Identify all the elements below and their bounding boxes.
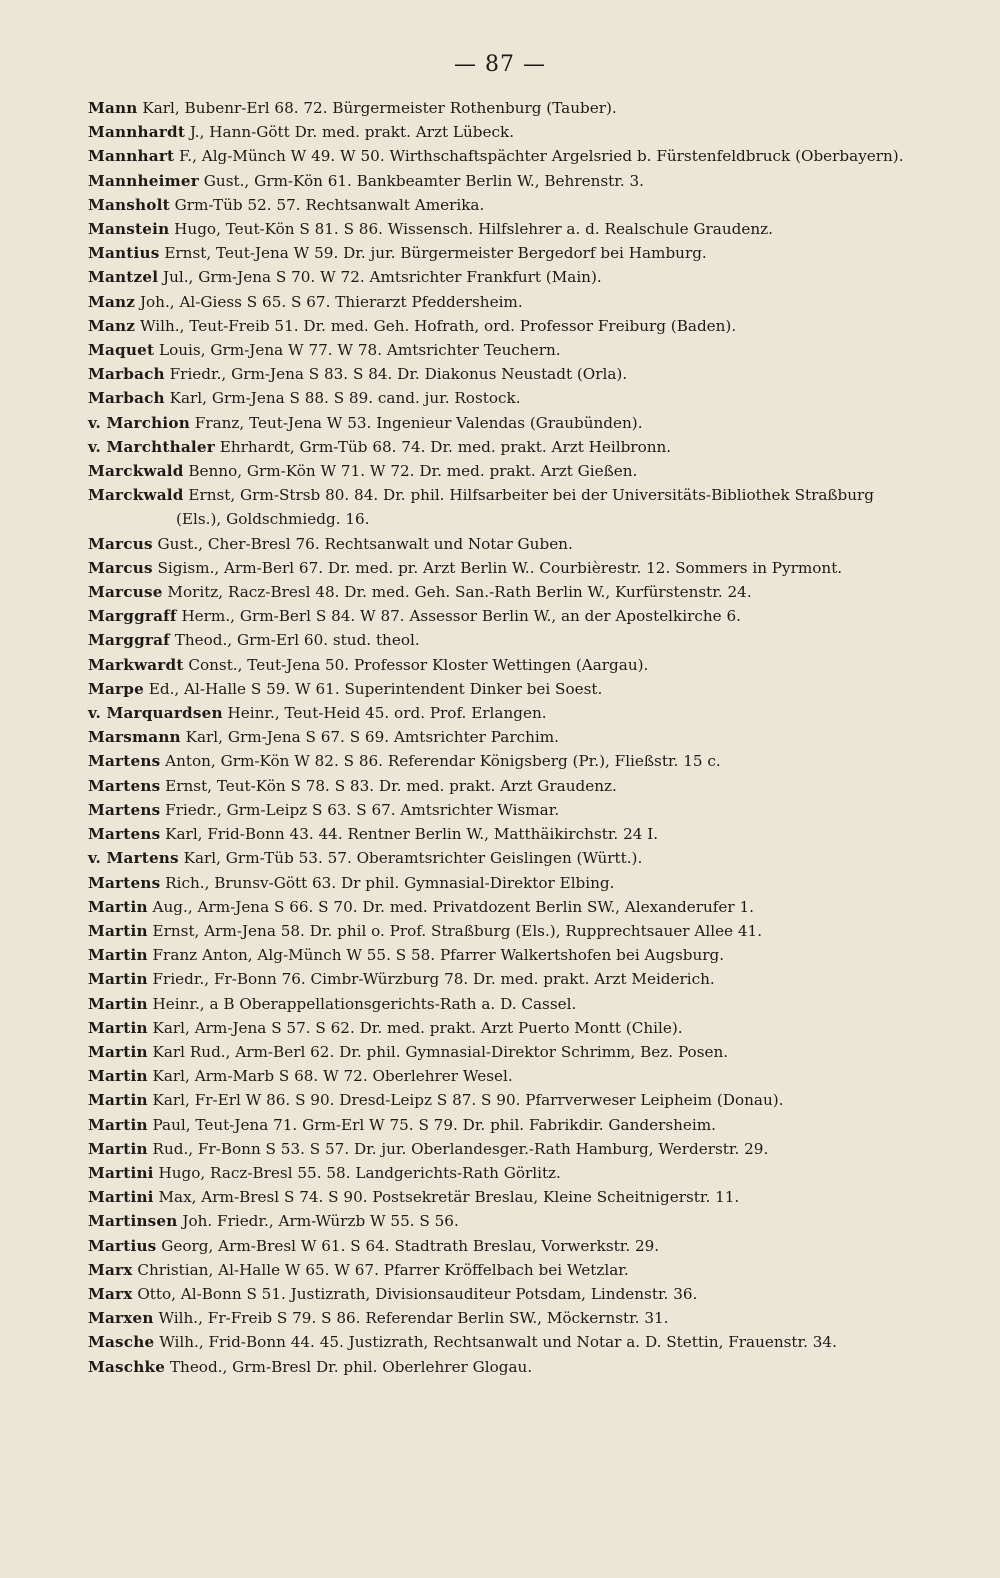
- directory-entry: [88, 1330, 920, 1354]
- entry-details: Karl, Grm-Jena S 88. S 89. cand. jur. Rostock.: [169, 389, 521, 408]
- entry-surname: Martini: [88, 1163, 154, 1182]
- entry-surname: Marggraff: [88, 607, 177, 626]
- entry-details: Karl, Arm-Marb S 68. W 72. Oberlehrer Wesel.: [152, 1067, 513, 1086]
- directory-entry: [88, 822, 920, 846]
- entry-details: Const., Teut-Jena 50. Professor Kloster Wettingen (Aargau).: [188, 655, 649, 674]
- entry-surname: Markwardt: [88, 655, 184, 674]
- entry-details: F., Alg-Münch W 49. W 50. Wirthschaftspächter Argelsried b. Fürstenfeldbruck (Oberbayern).: [179, 147, 904, 166]
- entry-surname: Martin: [88, 946, 148, 965]
- directory-entry: [88, 919, 920, 943]
- directory-entry: [88, 943, 920, 967]
- entry-details: Theod., Grm-Erl 60. stud. theol.: [174, 631, 420, 650]
- directory-entry: [88, 459, 920, 483]
- entry-surname: Mantzel: [88, 268, 159, 287]
- entry-surname: Mann: [88, 99, 138, 117]
- entry-details: Paul, Teut-Jena 71. Grm-Erl W 75. S 79. Dr. phil. Fabrikdir. Gandersheim.: [152, 1115, 716, 1134]
- entry-surname: Manz: [88, 292, 136, 311]
- directory-entry: [88, 338, 920, 362]
- entry-details: Gust., Cher-Bresl 76. Rechtsanwalt und Notar Guben.: [157, 534, 573, 553]
- directory-entry: [88, 871, 920, 895]
- entry-surname: Martin: [88, 1091, 148, 1110]
- directory-entry: [88, 1088, 920, 1112]
- entry-details: Anton, Grm-Kön W 82. S 86. Referendar Königsberg (Pr.), Fließstr. 15 c.: [165, 752, 721, 771]
- directory-entry: [88, 580, 920, 604]
- entry-details: Christian, Al-Halle W 65. W 67. Pfarrer Kröffelbach bei Wetzlar.: [137, 1260, 629, 1279]
- directory-entry: [88, 265, 920, 289]
- entry-details: Ernst, Arm-Jena 58. Dr. phil o. Prof. Straßburg (Els.), Rupprechtsauer Allee 41.: [152, 921, 763, 940]
- directory-entry: [88, 749, 920, 773]
- entry-surname: Martinsen: [88, 1212, 178, 1231]
- entry-surname: Marckwald: [88, 462, 184, 481]
- directory-entry: [88, 411, 920, 435]
- directory-entry: [88, 725, 920, 749]
- directory-entry: [88, 1064, 920, 1088]
- directory-entry: [88, 1282, 920, 1306]
- entry-surname: Masche: [88, 1333, 155, 1352]
- entry-surname: Martin: [88, 970, 148, 989]
- entry-details: Karl, Bubenr-Erl 68. 72. Bürgermeister Rothenburg (Tauber).: [142, 99, 617, 117]
- entry-surname: Marsmann: [88, 728, 181, 747]
- directory-entry: [88, 483, 920, 531]
- entry-surname: Martens: [88, 873, 161, 892]
- directory-entry: [88, 895, 920, 919]
- entry-details: Wilh., Teut-Freib 51. Dr. med. Geh. Hofrath, ord. Professor Freiburg (Baden).: [139, 316, 737, 335]
- entry-surname: Martin: [88, 1042, 148, 1061]
- entry-surname: Mannhardt: [88, 123, 186, 142]
- directory-entry: [88, 1209, 920, 1233]
- entry-surname: Maquet: [88, 341, 155, 360]
- entry-surname: Marbach: [88, 389, 165, 408]
- entry-surname: Martens: [88, 825, 161, 844]
- directory-entry: [88, 992, 920, 1016]
- entry-surname: Martens: [88, 752, 161, 771]
- entry-surname: Martin: [88, 897, 148, 916]
- directory-entry: [88, 144, 920, 168]
- directory-entry: [88, 290, 920, 314]
- entry-details: Grm-Tüb 52. 57. Rechtsanwalt Amerika.: [174, 195, 485, 214]
- entry-surname: Martin: [88, 994, 148, 1013]
- directory-entry: [88, 241, 920, 265]
- entry-details: Wilh., Frid-Bonn 44. 45. Justizrath, Rechtsanwalt und Notar a. D. Stettin, Frauenstr. 34.: [159, 1333, 837, 1352]
- directory-entry: [88, 701, 920, 725]
- entry-details: Sigism., Arm-Berl 67. Dr. med. pr. Arzt Berlin W.. Courbièrestr. 12. Sommers in Pyrmont.: [157, 558, 843, 577]
- directory-entry: [88, 1040, 920, 1064]
- entry-surname: Marxen: [88, 1309, 154, 1328]
- directory-entry: [88, 435, 920, 459]
- directory-entry: [88, 362, 920, 386]
- entry-surname: Mannhart: [88, 147, 175, 166]
- entry-surname: Marbach: [88, 365, 165, 384]
- entry-surname: Marx: [88, 1284, 133, 1303]
- entry-details: Heinr., a B Oberappellationsgerichts-Rath a. D. Cassel.: [152, 994, 577, 1013]
- directory-entry: [88, 120, 920, 144]
- entry-surname: Martin: [88, 1139, 148, 1158]
- directory-entry: [88, 1161, 920, 1185]
- entry-surname: Mannheimer: [88, 171, 199, 190]
- directory-entry: [88, 217, 920, 241]
- entry-details: Moritz, Racz-Bresl 48. Dr. med. Geh. San.-Rath Berlin W., Kurfürstenstr. 24.: [167, 583, 752, 602]
- directory-entry: [88, 1355, 920, 1379]
- directory-entry: [88, 846, 920, 870]
- directory-entry: [88, 386, 920, 410]
- directory-entry: [88, 556, 920, 580]
- entry-surname: Martin: [88, 1018, 148, 1037]
- entry-details: Heinr., Teut-Heid 45. ord. Prof. Erlangen.: [227, 704, 547, 723]
- entry-details: Ernst, Teut-Kön S 78. S 83. Dr. med. prakt. Arzt Graudenz.: [165, 776, 617, 795]
- directory-entry: [88, 193, 920, 217]
- directory-entry: [88, 967, 920, 991]
- entry-surname: v. Marchthaler: [88, 437, 215, 456]
- entry-surname: Marx: [88, 1260, 133, 1279]
- entry-details: Jul., Grm-Jena S 70. W 72. Amtsrichter Frankfurt (Main).: [163, 268, 602, 287]
- page-number: — 87 —: [454, 52, 546, 77]
- entry-surname: Marggraf: [88, 631, 170, 650]
- entry-details: Friedr., Fr-Bonn 76. Cimbr-Würzburg 78. Dr. med. prakt. Arzt Meiderich.: [152, 970, 715, 989]
- directory-entry: [88, 677, 920, 701]
- entry-details: Hugo, Racz-Bresl 55. 58. Landgerichts-Rath Görlitz.: [158, 1163, 561, 1182]
- directory-entry: [88, 1016, 920, 1040]
- entry-details: Wilh., Fr-Freib S 79. S 86. Referendar Berlin SW., Möckernstr. 31.: [158, 1309, 669, 1328]
- entry-details: Herm., Grm-Berl S 84. W 87. Assessor Berlin W., an der Apostelkirche 6.: [181, 607, 741, 626]
- directory-entry: [88, 314, 920, 338]
- entry-surname: Marcus: [88, 558, 153, 577]
- entry-details: Joh., Al-Giess S 65. S 67. Thierarzt Pfeddersheim.: [139, 292, 523, 311]
- entry-details: Franz, Teut-Jena W 53. Ingenieur Valendas (Graubünden).: [194, 413, 643, 432]
- entry-surname: Martin: [88, 1115, 148, 1134]
- entry-surname: Manstein: [88, 220, 170, 239]
- entry-details: Friedr., Grm-Jena S 83. S 84. Dr. Diakonus Neustadt (Orla).: [169, 365, 628, 384]
- entry-details: Theod., Grm-Bresl Dr. phil. Oberlehrer Glogau.: [169, 1357, 533, 1376]
- entry-surname: v. Marchion: [88, 413, 190, 432]
- directory-entry: [88, 1306, 920, 1330]
- entry-details: Ehrhardt, Grm-Tüb 68. 74. Dr. med. prakt. Arzt Heilbronn.: [219, 437, 672, 456]
- entry-details: Otto, Al-Bonn S 51. Justizrath, Divisionsauditeur Potsdam, Lindenstr. 36.: [137, 1284, 698, 1303]
- entry-surname: Martin: [88, 921, 148, 940]
- entry-surname: Martens: [88, 800, 161, 819]
- directory-entry: [88, 1185, 920, 1209]
- entry-details: Max, Arm-Bresl S 74. S 90. Postsekretär Breslau, Kleine Scheitnigerstr. 11.: [158, 1188, 740, 1207]
- entry-details: Karl, Arm-Jena S 57. S 62. Dr. med. prakt. Arzt Puerto Montt (Chile).: [152, 1018, 683, 1037]
- directory-entry: [88, 628, 920, 652]
- entry-details: Karl, Grm-Jena S 67. S 69. Amtsrichter Parchim.: [185, 728, 559, 747]
- entry-details: Ernst, Grm-Strsb 80. 84. Dr. phil. Hilfsarbeiter bei der Universitäts-Bibliothek Straßburg (Els.), Goldschmiedg. 16.: [176, 486, 875, 529]
- entry-details: Franz Anton, Alg-Münch W 55. S 58. Pfarrer Walkertshofen bei Augsburg.: [152, 946, 725, 965]
- entry-details: Ernst, Teut-Jena W 59. Dr. jur. Bürgermeister Bergedorf bei Hamburg.: [164, 244, 707, 263]
- directory-entry: [88, 774, 920, 798]
- entry-surname: Marcus: [88, 534, 153, 553]
- entry-details: Rich., Brunsv-Gött 63. Dr phil. Gymnasial-Direktor Elbing.: [165, 873, 615, 892]
- directory-entry: [88, 532, 920, 556]
- entry-details: Karl Rud., Arm-Berl 62. Dr. phil. Gymnasial-Direktor Schrimm, Bez. Posen.: [152, 1042, 729, 1061]
- entry-details: Karl, Frid-Bonn 43. 44. Rentner Berlin W., Matthäikirchstr. 24 I.: [165, 825, 659, 844]
- entry-surname: Martius: [88, 1236, 157, 1255]
- entry-details: Louis, Grm-Jena W 77. W 78. Amtsrichter Teuchern.: [159, 341, 561, 360]
- entry-details: Karl, Fr-Erl W 86. S 90. Dresd-Leipz S 87. S 90. Pfarrverweser Leipheim (Donau).: [152, 1091, 784, 1110]
- entry-surname: Marcuse: [88, 583, 163, 602]
- entry-surname: Martin: [88, 1067, 148, 1086]
- directory-entry: [88, 653, 920, 677]
- entry-list: [88, 96, 920, 1379]
- entry-details: Rud., Fr-Bonn S 53. S 57. Dr. jur. Oberlandesger.-Rath Hamburg, Werderstr. 29.: [152, 1139, 769, 1158]
- entry-details: Joh. Friedr., Arm-Würzb W 55. S 56.: [182, 1212, 459, 1231]
- entry-surname: v. Martens: [88, 849, 179, 868]
- entry-details: Gust., Grm-Kön 61. Bankbeamter Berlin W., Behrenstr. 3.: [203, 171, 644, 190]
- entry-surname: Martini: [88, 1188, 154, 1207]
- entry-details: J., Hann-Gött Dr. med. prakt. Arzt Lübeck.: [189, 123, 515, 142]
- entry-surname: Mantius: [88, 244, 160, 263]
- directory-entry: [88, 1258, 920, 1282]
- entry-surname: Martens: [88, 776, 161, 795]
- entry-details: Hugo, Teut-Kön S 81. S 86. Wissensch. Hilfslehrer a. d. Realschule Graudenz.: [174, 220, 773, 239]
- entry-details: Karl, Grm-Tüb 53. 57. Oberamtsrichter Geislingen (Württ.).: [183, 849, 643, 868]
- entry-surname: Mansholt: [88, 195, 170, 214]
- entry-details: Ed., Al-Halle S 59. W 61. Superintendent Dinker bei Soest.: [148, 679, 603, 698]
- directory-entry: [88, 1113, 920, 1137]
- directory-entry: [88, 604, 920, 628]
- entry-surname: Manz: [88, 316, 136, 335]
- entry-details: Georg, Arm-Bresl W 61. S 64. Stadtrath Breslau, Vorwerkstr. 29.: [161, 1236, 660, 1255]
- entry-surname: Maschke: [88, 1357, 166, 1376]
- entry-details: Friedr., Grm-Leipz S 63. S 67. Amtsrichter Wismar.: [165, 800, 560, 819]
- entry-surname: Marckwald: [88, 486, 184, 505]
- directory-entry: [88, 798, 920, 822]
- entry-details: Aug., Arm-Jena S 66. S 70. Dr. med. Privatdozent Berlin SW., Alexanderufer 1.: [152, 897, 754, 916]
- entry-surname: v. Marquardsen: [88, 704, 223, 723]
- directory-entry: [88, 1137, 920, 1161]
- directory-entry: [88, 1234, 920, 1258]
- directory-entry: [88, 169, 920, 193]
- directory-entry: [88, 96, 920, 120]
- entry-details: Benno, Grm-Kön W 71. W 72. Dr. med. prakt. Arzt Gießen.: [188, 462, 638, 481]
- entry-surname: Marpe: [88, 679, 144, 698]
